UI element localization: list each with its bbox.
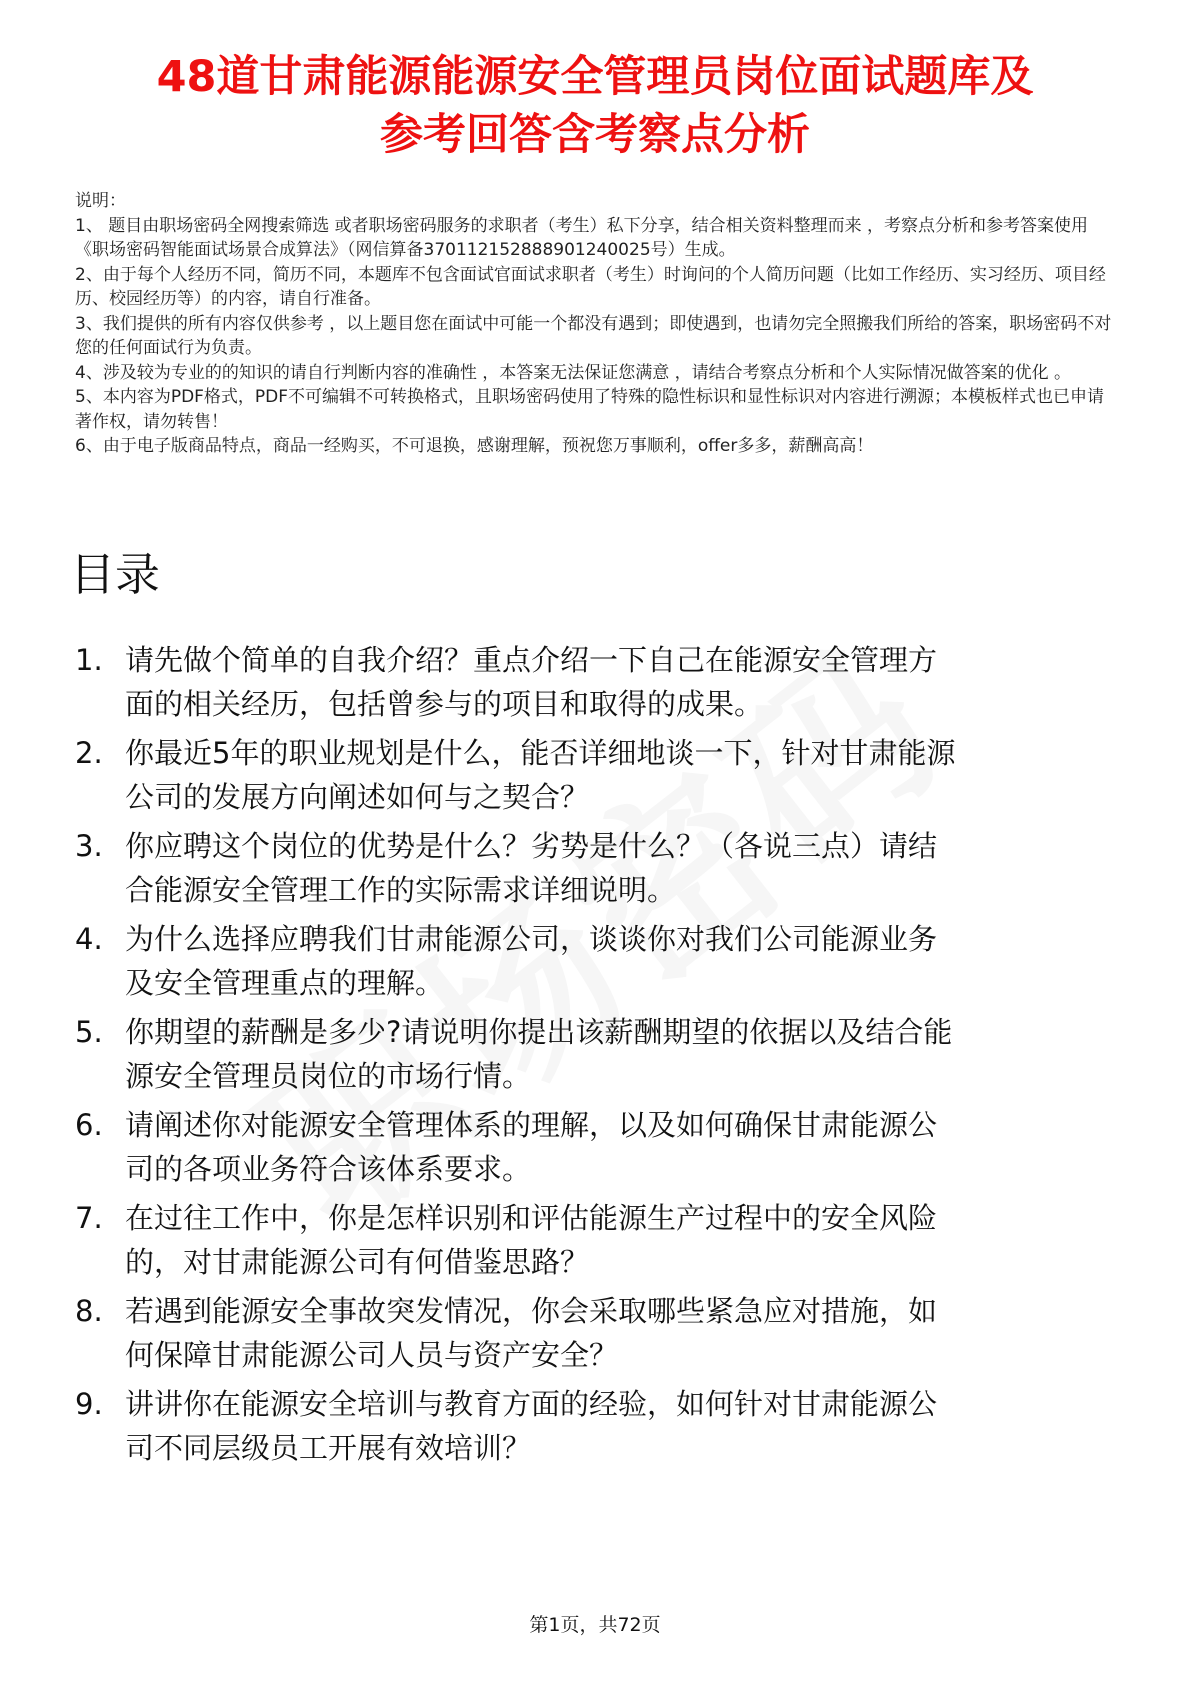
question-number: 2. xyxy=(75,736,103,770)
question-item xyxy=(75,638,1125,731)
question-text-line-1: 请先做个简单的自我介绍？重点介绍一下自己在能源安全管理方 xyxy=(125,643,938,677)
note-item-4: 4、涉及较为专业的的知识的请自行判断内容的准确性 ，本答案无法保证您满意 ，请结合考察点分析和个人实际情况做答案的优化 。 xyxy=(75,362,1072,383)
question-list xyxy=(75,638,1125,1475)
question-number: 3. xyxy=(75,829,103,863)
question-text-line-2: 公司的发展方向阐述如何与之契合？ xyxy=(125,780,590,814)
question-text-line-1: 讲讲你在能源安全培训与教育方面的经验，如何针对甘肃能源公 xyxy=(125,1387,938,1421)
question-item xyxy=(75,1382,1125,1475)
question-text-line-2: 合能源安全管理工作的实际需求详细说明。 xyxy=(125,873,677,907)
question-text-line-2: 源安全管理员岗位的市场行情。 xyxy=(125,1059,532,1093)
note-item-5: 5、本内容为PDF格式，PDF不可编辑不可转换格式，且职场密码使用了特殊的隐性标识和显性标识对内容进行溯源；本模板样式也已申请著作权，请勿转售！ xyxy=(75,387,1105,432)
question-text-line-2: 及安全管理重点的理解。 xyxy=(125,966,445,1000)
question-text-line-2: 何保障甘肃能源公司人员与资产安全？ xyxy=(125,1338,619,1372)
question-text-line-1: 若遇到能源安全事故突发情况，你会采取哪些紧急应对措施，如 xyxy=(125,1294,938,1328)
page-number: 第1页，共72页 xyxy=(529,1614,661,1636)
document-title-line-2: 参考回答含考察点分析 xyxy=(380,110,810,160)
question-item xyxy=(75,1010,1125,1103)
question-item xyxy=(75,731,1125,824)
question-number: 7. xyxy=(75,1201,103,1235)
note-item-3: 3、我们提供的所有内容仅供参考 ，以上题目您在面试中可能一个都没有遇到；即使遇到，也请勿完全照搬我们所给的答案，职场密码不对您的任何面试行为负责。 xyxy=(75,313,1112,358)
question-text-line-2: 的，对甘肃能源公司有何借鉴思路？ xyxy=(125,1245,590,1279)
question-number: 6. xyxy=(75,1108,103,1142)
question-item xyxy=(75,1196,1125,1289)
question-text-line-1: 你最近5年的职业规划是什么，能否详细地谈一下，针对甘肃能源 xyxy=(125,736,956,770)
question-text-line-2: 司的各项业务符合该体系要求。 xyxy=(125,1152,532,1186)
question-text-line-1: 为什么选择应聘我们甘肃能源公司，谈谈你对我们公司能源业务 xyxy=(125,922,938,956)
notes-heading: 说明： xyxy=(75,191,126,211)
question-item xyxy=(75,1103,1125,1196)
toc-heading: 目录 xyxy=(70,548,161,601)
question-number: 8. xyxy=(75,1294,103,1328)
document-title xyxy=(0,48,1190,164)
question-item xyxy=(75,1289,1125,1382)
question-number: 5. xyxy=(75,1015,103,1049)
question-text-line-2: 面的相关经历，包括曾参与的项目和取得的成果。 xyxy=(125,687,764,721)
question-text-line-2: 司不同层级员工开展有效培训？ xyxy=(125,1431,532,1465)
question-text-line-1: 在过往工作中，你是怎样识别和评估能源生产过程中的安全风险 xyxy=(125,1201,938,1235)
note-item-2: 2、由于每个人经历不同，简历不同，本题库不包含面试官面试求职者（考生）时询问的个人简历问题（比如工作经历、实习经历、项目经历、校园经历等）的内容，请自行准备。 xyxy=(75,264,1106,309)
question-text-line-1: 请阐述你对能源安全管理体系的理解，以及如何确保甘肃能源公 xyxy=(125,1108,938,1142)
notes-section xyxy=(75,189,1120,459)
question-text-line-1: 你应聘这个岗位的优势是什么？劣势是什么？（各说三点）请结 xyxy=(125,829,938,863)
question-item xyxy=(75,824,1125,917)
document-title-line-1: 48道甘肃能源能源安全管理员岗位面试题库及 xyxy=(156,52,1034,102)
question-text-line-1: 你期望的薪酬是多少?请说明你提出该薪酬期望的依据以及结合能 xyxy=(125,1015,953,1049)
question-number: 9. xyxy=(75,1387,103,1421)
question-number: 4. xyxy=(75,922,103,956)
question-number: 1. xyxy=(75,643,103,677)
question-item xyxy=(75,917,1125,1010)
note-item-6: 6、由于电子版商品特点，商品一经购买，不可退换，感谢理解，预祝您万事顺利，offer多多，薪酬高高！ xyxy=(75,436,874,456)
note-item-1: 1、 题目由职场密码全网搜索筛选 或者职场密码服务的求职者（考生）私下分享，结合相关资料整理而来 ，考察点分析和参考答案使用《职场密码智能面试场景合成算法》（网信算备370112152888901240025号）生成。 xyxy=(75,215,1089,260)
